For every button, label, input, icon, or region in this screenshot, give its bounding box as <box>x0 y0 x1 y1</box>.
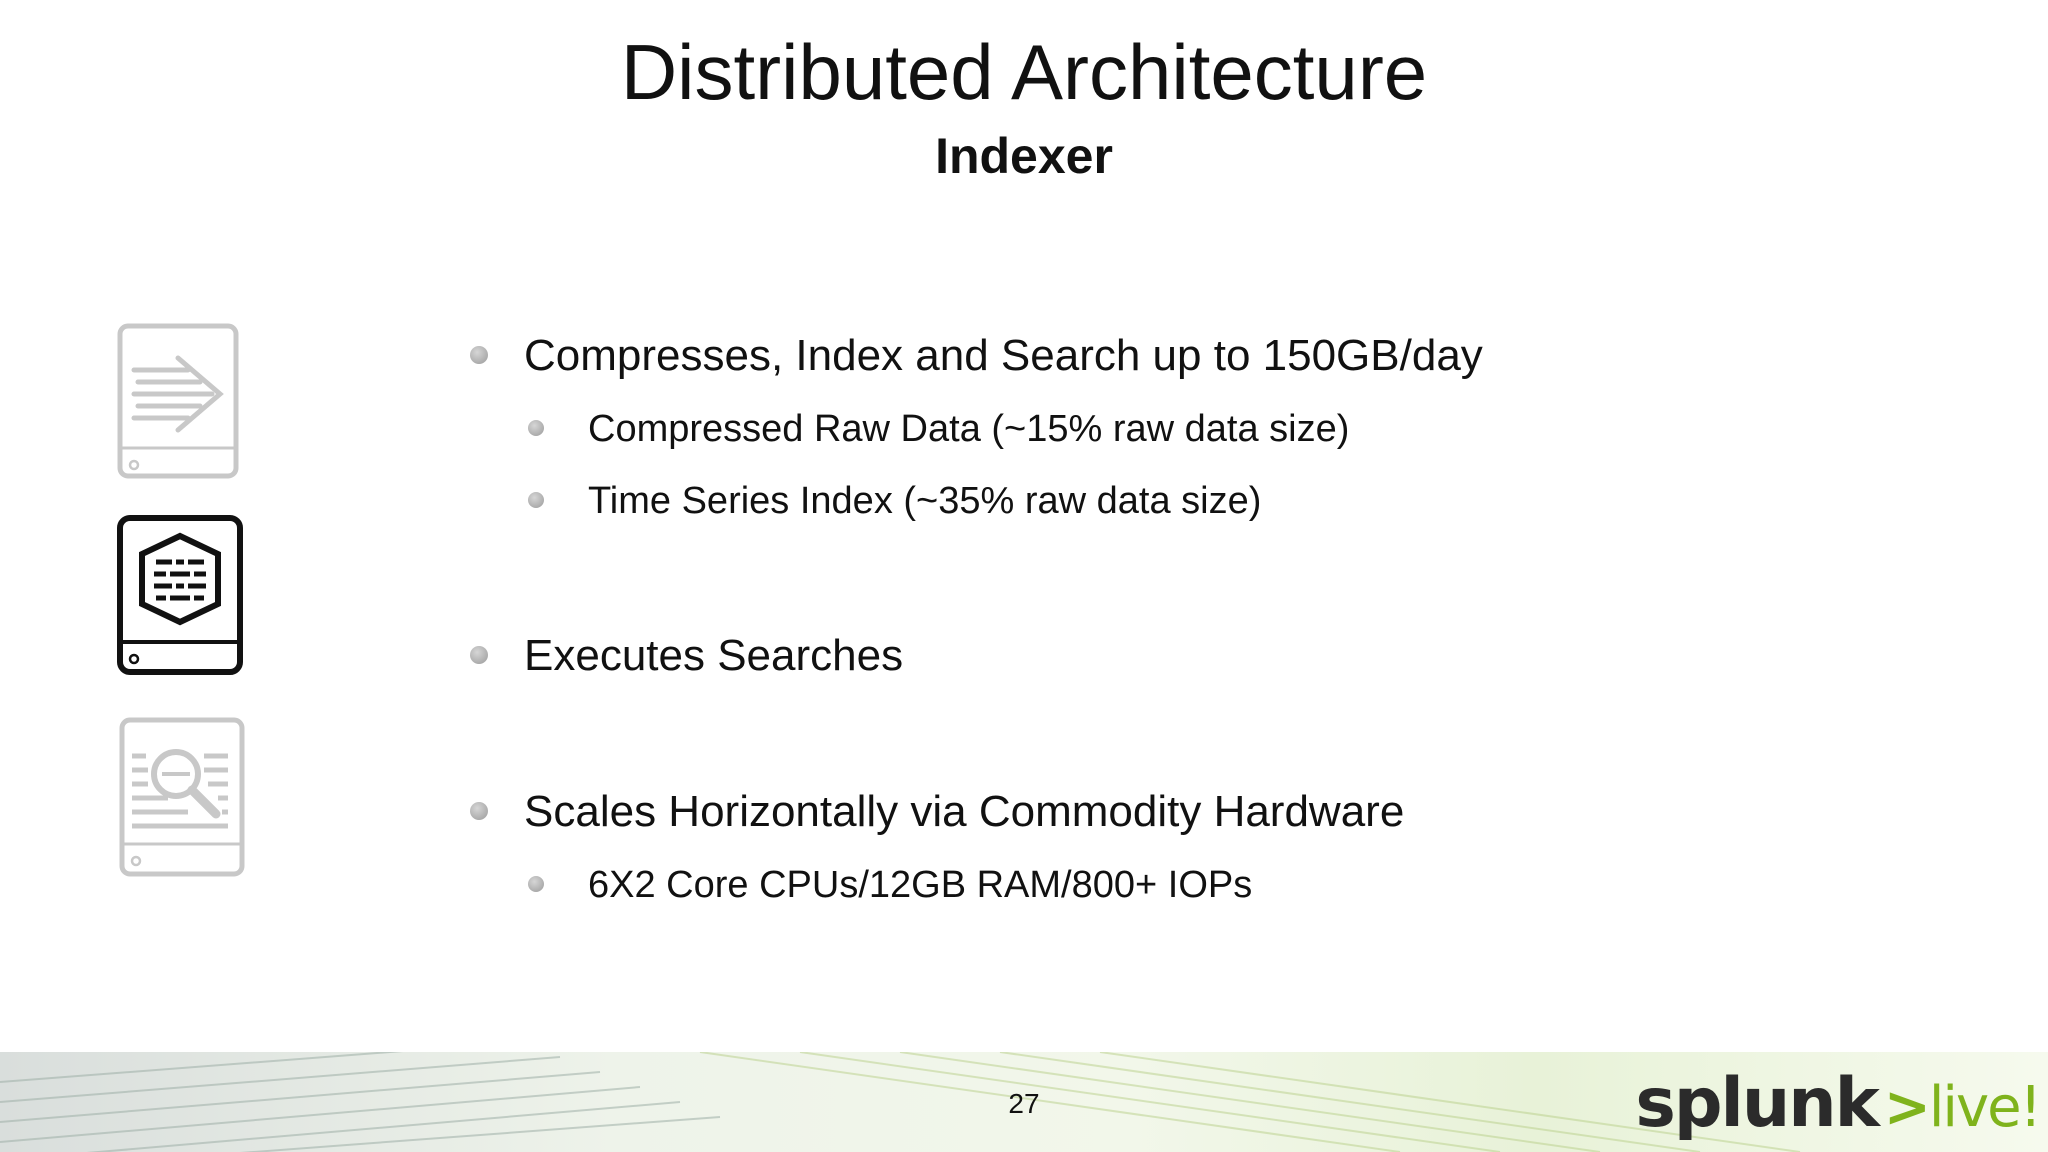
slide-title: Distributed Architecture <box>620 28 1428 116</box>
logo-chevron: > <box>1883 1075 1929 1140</box>
search-head-icon <box>118 716 248 880</box>
bullet-dot <box>470 346 488 364</box>
forwarder-icon <box>116 322 244 482</box>
page-number: 27 <box>1008 1088 1040 1119</box>
bullet-dot <box>528 420 544 436</box>
bullet-hardware-spec: 6X2 Core CPUs/12GB RAM/800+ IOPs <box>588 864 1253 906</box>
bullet-dot <box>528 876 544 892</box>
bullet-compresses: Compresses, Index and Search up to 150GB/day <box>524 331 1483 380</box>
logo-wordmark: splunk <box>1635 1064 1878 1143</box>
splunk-live-logo <box>1635 1064 2040 1144</box>
bullet-executes-searches: Executes Searches <box>524 631 904 680</box>
bullet-time-series-index: Time Series Index (~35% raw data size) <box>588 480 1262 522</box>
indexer-icon <box>116 514 248 678</box>
bullet-scales-horizontally: Scales Horizontally via Commodity Hardware <box>524 787 1405 836</box>
bullet-dot <box>470 802 488 820</box>
bullet-dot <box>528 492 544 508</box>
logo-suffix: live! <box>1928 1075 2040 1140</box>
bullet-dot <box>470 646 488 664</box>
bullet-compressed-raw-data: Compressed Raw Data (~15% raw data size) <box>588 408 1350 450</box>
slide-subtitle: Indexer <box>935 128 1113 184</box>
